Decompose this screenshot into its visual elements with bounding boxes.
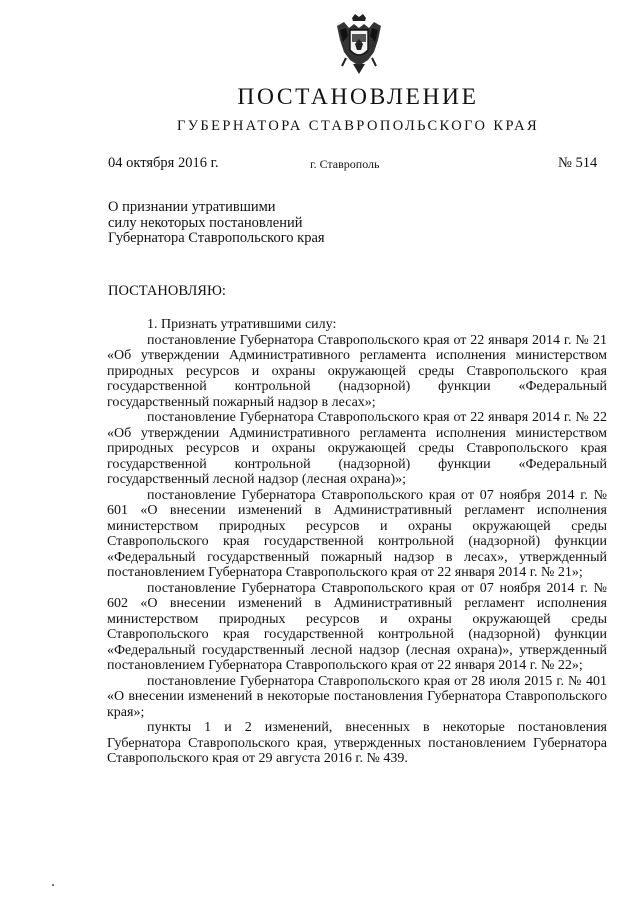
body-paragraph: пункты 1 и 2 изменений, внесенных в некоторые постановления Губернатора Ставропольского края, утвержденных постановлением Губернатора Ставропольского края от 29 августа 2016 г. № 439.	[107, 720, 607, 766]
body-paragraph: постановление Губернатора Ставропольского края от 28 июля 2015 г. № 401 «О внесении изменений в некоторые постановления Губернатора Ставропольского края»;	[107, 673, 607, 720]
scan-speck	[52, 884, 54, 886]
document-date: 04 октября 2016 г.	[108, 155, 219, 171]
body-paragraph: постановление Губернатора Ставропольского края от 07 ноября 2014 г. № 601 «О внесении изменений в Административный регламент исполнения министерством природных ресурсов и охраны окружающей среды Ставропольского края государственной контрольной (надзорной) функции «Федеральный государственный пожарный надзор в лесах», утвержденный постановлением Губернатора Ставропольского края от 22 января 2014 г. № 21»;	[107, 487, 607, 580]
subject-line: О признании утратившими	[108, 199, 276, 215]
body-paragraph: постановление Губернатора Ставропольского края от 07 ноября 2014 г. № 602 «О внесении изменений в Административный регламент исполнения министерством природных ресурсов и охраны окружающей среды Ставропольского края государственной контрольной (надзорной) функции «Федеральный государственный лесной надзор (лесная охрана)», утвержденный постановлением Губернатора Ставропольского края от 22 января 2014 г. № 22»;	[107, 580, 607, 673]
decree-word: ПОСТАНОВЛЯЮ:	[108, 283, 226, 299]
coat-of-arms-icon	[334, 12, 384, 76]
subject-line: силу некоторых постановлений	[108, 214, 303, 231]
document-number: № 514	[558, 155, 598, 171]
body-paragraph: постановление Губернатора Ставропольского края от 22 января 2014 г. № 22 «Об утверждении Административного регламента исполнения министерством природных ресурсов и охраны окружающей среды Ставропольского края государственной контрольной (надзорной) функции «Федеральный государственный лесной надзор (лесная охрана)»;	[107, 410, 607, 487]
document-subject	[108, 200, 428, 247]
issuer-subtitle: ГУБЕРНАТОРА СТАВРОПОЛЬСКОГО КРАЯ	[176, 118, 540, 134]
body-paragraph: постановление Губернатора Ставропольского края от 22 января 2014 г. № 21 «Об утверждении Административного регламента исполнения министерством природных ресурсов и охраны окружающей среды Ставропольского края государственной контрольной (надзорной) функции «Федеральный государственный пожарный надзор в лесах»;	[107, 332, 607, 410]
subject-line: Губернатора Ставропольского края	[108, 230, 325, 246]
document-title: ПОСТАНОВЛЕНИЕ	[237, 84, 479, 110]
document-city: г. Ставрополь	[310, 157, 380, 171]
body-paragraph: 1. Признать утратившими силу:	[147, 317, 337, 332]
document-body	[107, 317, 607, 767]
